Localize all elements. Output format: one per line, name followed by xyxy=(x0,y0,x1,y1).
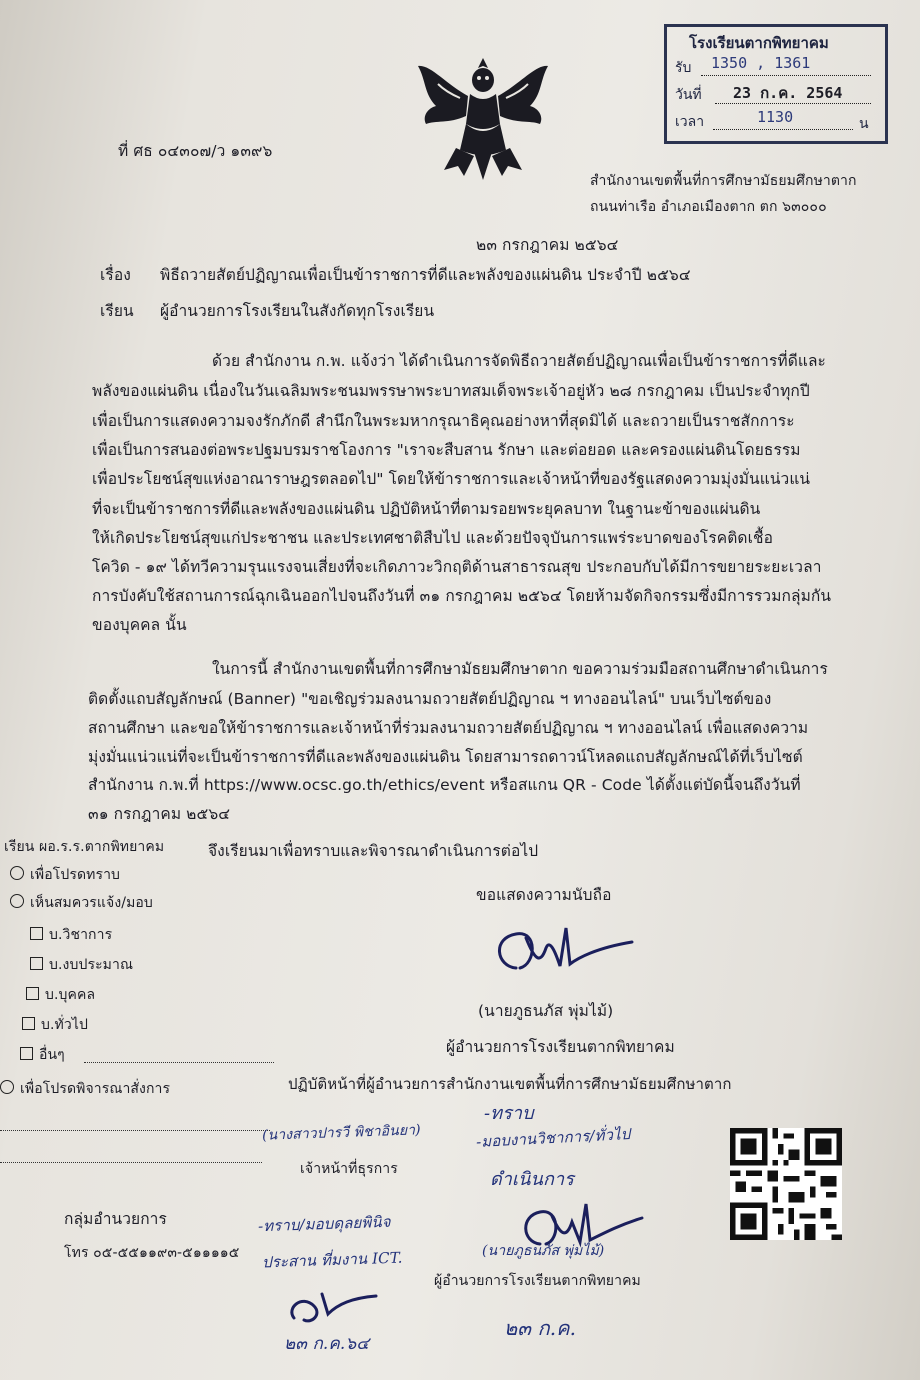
stamp-receive-label: รับ xyxy=(675,60,692,76)
doc-number: ที่ ศธ ๐๔๓๐๗/ว ๑๓๙๖ xyxy=(118,142,273,160)
signer-name: (นายภูธนภัส พุ่มไม้) xyxy=(478,1002,614,1020)
signer-title: ผู้อำนวยการโรงเรียนตากพิทยาคม xyxy=(446,1038,675,1056)
dept-academic[interactable]: บ.วิชาการ xyxy=(30,924,112,946)
body-line: เพื่อเป็นการสนองต่อพระปฐมบรมราชโองการ "เราจะสืบสาน รักษา และต่อยอด และครองแผ่นดินโดยธรรม xyxy=(92,441,801,459)
qr-code-icon xyxy=(730,1128,842,1240)
dept-other[interactable]: อื่นๆ xyxy=(20,1044,65,1066)
footer-group: กลุ่มอำนวยการ xyxy=(64,1210,167,1228)
stamp-date-value: 23 ก.ค. 2564 xyxy=(733,84,843,102)
body-line: พลังของแผ่นดิน เนื่องในวันเฉลิมพระชนมพรรษาพระบาทสมเด็จพระเจ้าอยู่หัว ๒๘ กรกฎาคม เป็นประจำทุกปี xyxy=(92,382,810,400)
assistant-signature-icon xyxy=(282,1284,382,1334)
stamp-time-label: เวลา xyxy=(675,114,705,130)
body-line: ในการนี้ สำนักงานเขตพื้นที่การศึกษามัธยมศึกษาตาก ขอความร่วมมือสถานศึกษาดำเนินการ xyxy=(212,660,828,678)
note-ack: -ทราบ xyxy=(484,1103,534,1124)
signer-acting: ปฏิบัติหน้าที่ผู้อำนวยการสำนักงานเขตพื้นที่การศึกษามัธยมศึกษาตาก xyxy=(288,1075,732,1093)
note-signer-name: (นายภูธนภัส พุ่มไม้) xyxy=(482,1243,605,1259)
option-consider[interactable]: เพื่อโปรดพิจารณาสั่งการ xyxy=(0,1078,170,1100)
stamp-time-unit: น xyxy=(859,116,869,132)
receiving-stamp xyxy=(664,24,888,144)
to-label: เรียน xyxy=(100,302,134,320)
option-acknowledge[interactable]: เพื่อโปรดทราบ xyxy=(10,864,120,886)
note-date-1: ๒๓ ก.ค.๖๔ xyxy=(284,1334,370,1354)
body-line: เพื่อเป็นการแสดงความจงรักภักดี สำนึกในพระมหากรุณาธิคุณอย่างหาที่สุดมิได้ และถวายเป็นราชสักการะ xyxy=(92,412,795,430)
subject-label: เรื่อง xyxy=(100,266,131,284)
letter-date: ๒๓ กรกฎาคม ๒๕๖๔ xyxy=(476,236,619,254)
body-line: เพื่อประโยชน์สุขแห่งอาณาราษฎรตลอดไป" โดยให้ข้าราชการและเจ้าหน้าที่ของรัฐแสดงความมุ่งมั่นแน่วแน่ xyxy=(92,470,811,488)
to-text: ผู้อำนวยการโรงเรียนในสังกัดทุกโรงเรียน xyxy=(160,302,435,320)
agency-address: ถนนท่าเรือ อำเภอเมืองตาก ตก ๖๓๐๐๐ xyxy=(590,199,827,215)
note-signer-title: ผู้อำนวยการโรงเรียนตากพิทยาคม xyxy=(434,1273,641,1289)
radio-icon[interactable] xyxy=(0,1080,14,1094)
regards-text: ขอแสดงความนับถือ xyxy=(476,886,612,904)
stamp-receive-value: 1350 , 1361 xyxy=(711,54,811,72)
radio-icon[interactable] xyxy=(10,894,24,908)
body-line: สถานศึกษา และขอให้ข้าราชการและเจ้าหน้าที่ร่วมลงนามถวายสัตย์ปฏิญาณ ฯ ทางออนไลน์ เพื่อแสดงความ xyxy=(88,719,809,737)
footer-phone: โทร ๐๕-๕๕๑๑๙๓-๕๑๑๑๑๕ xyxy=(64,1245,240,1261)
checkbox-icon[interactable] xyxy=(26,987,39,1000)
checkbox-icon[interactable] xyxy=(30,927,43,940)
dept-personnel[interactable]: บ.บุคคล xyxy=(26,984,95,1006)
body-line: ให้เกิดประโยชน์สุขแก่ประชาชน และประเทศชาติสืบไป และด้วยปัจจุบันการแพร่ระบาดของโรคติดเชื้อ xyxy=(92,529,773,547)
clerk-name: (นางสาวปารวี พิชาอินยา) xyxy=(261,1122,421,1144)
body-line: ติดตั้งแถบสัญลักษณ์ (Banner) "ขอเชิญร่วมลงนามถวายสัตย์ปฏิญาณ ฯ ทางออนไลน์" บนเว็บไซต์ของ xyxy=(88,690,772,708)
note-delegate: -ทราบ/มอบดุลยพินิจ xyxy=(257,1212,391,1236)
checkbox-icon[interactable] xyxy=(20,1047,33,1060)
garuda-emblem-icon xyxy=(408,54,558,184)
agency-name: สำนักงานเขตพื้นที่การศึกษามัธยมศึกษาตาก xyxy=(590,173,857,189)
note-date-2: ๒๓ ก.ค. xyxy=(504,1316,577,1340)
subject-text: พิธีถวายสัตย์ปฏิญาณเพื่อเป็นข้าราชการที่ดีและพลังของแผ่นดิน ประจำปี ๒๕๖๔ xyxy=(160,266,691,284)
routing-to: เรียน ผอ.ร.ร.ตากพิทยาคม xyxy=(4,839,165,855)
body-line: การบังคับใช้สถานการณ์ฉุกเฉินออกไปจนถึงวันที่ ๓๑ กรกฎาคม ๒๕๖๔ โดยห้ามจัดกิจกรรมซึ่งมีการรวมกลุ่มกัน xyxy=(92,587,832,605)
note-assign: -มอบงานวิชาการ/ทั่วไป xyxy=(475,1124,631,1152)
body-line: ของบุคคล นั้น xyxy=(92,616,187,634)
clerk-title: เจ้าหน้าที่ธุรการ xyxy=(300,1161,398,1177)
body-line: สำนักงาน ก.พ.ที่ https://www.ocsc.go.th/ethics/event หรือสแกน QR - Code ได้ตั้งแต่บัดนี้จนถึงวันที่ xyxy=(88,776,801,794)
note-proceed: ดำเนินการ xyxy=(490,1169,574,1190)
dept-general[interactable]: บ.ทั่วไป xyxy=(22,1014,88,1036)
body-line: มุ่งมั่นแน่วแน่ที่จะเป็นข้าราชการที่ดีและพลังของแผ่นดิน โดยสามารถดาวน์โหลดแถบสัญลักษณ์ได้ที่เว็บไซต์ xyxy=(88,748,803,766)
stamp-time-value: 1130 xyxy=(757,108,794,126)
dept-budget[interactable]: บ.งบประมาณ xyxy=(30,954,133,976)
director-signature-icon xyxy=(486,918,636,988)
checkbox-icon[interactable] xyxy=(22,1017,35,1030)
body-line: ด้วย สำนักงาน ก.พ. แจ้งว่า ได้ดำเนินการจัดพิธีถวายสัตย์ปฏิญาณเพื่อเป็นข้าราชการที่ดีและ xyxy=(212,352,826,370)
radio-icon[interactable] xyxy=(10,866,24,880)
body-line: ๓๑ กรกฎาคม ๒๕๖๔ xyxy=(88,805,231,823)
stamp-date-label: วันที่ xyxy=(675,87,702,103)
body-line: ที่จะเป็นข้าราชการที่ดีและพลังของแผ่นดิน ปฏิบัติหน้าที่ตามรอยพระยุคลบาท ในฐานะข้าของแผ่นดิน xyxy=(92,500,761,518)
checkbox-icon[interactable] xyxy=(30,957,43,970)
option-assign[interactable]: เห็นสมควรแจ้ง/มอบ xyxy=(10,892,153,914)
stamp-school: โรงเรียนตากพิทยาคม xyxy=(689,34,829,52)
body-line: โควิด - ๑๙ ได้ทวีความรุนแรงจนเสี่ยงที่จะเกิดภาวะวิกฤติด้านสาธารณสุข ประกอบกับได้มีการขยายระยะเวลา xyxy=(92,558,822,576)
closing-text: จึงเรียนมาเพื่อทราบและพิจารณาดำเนินการต่อไป xyxy=(208,842,539,860)
note-coordinate: ประสาน ที่มงาน ICT. xyxy=(261,1248,403,1272)
